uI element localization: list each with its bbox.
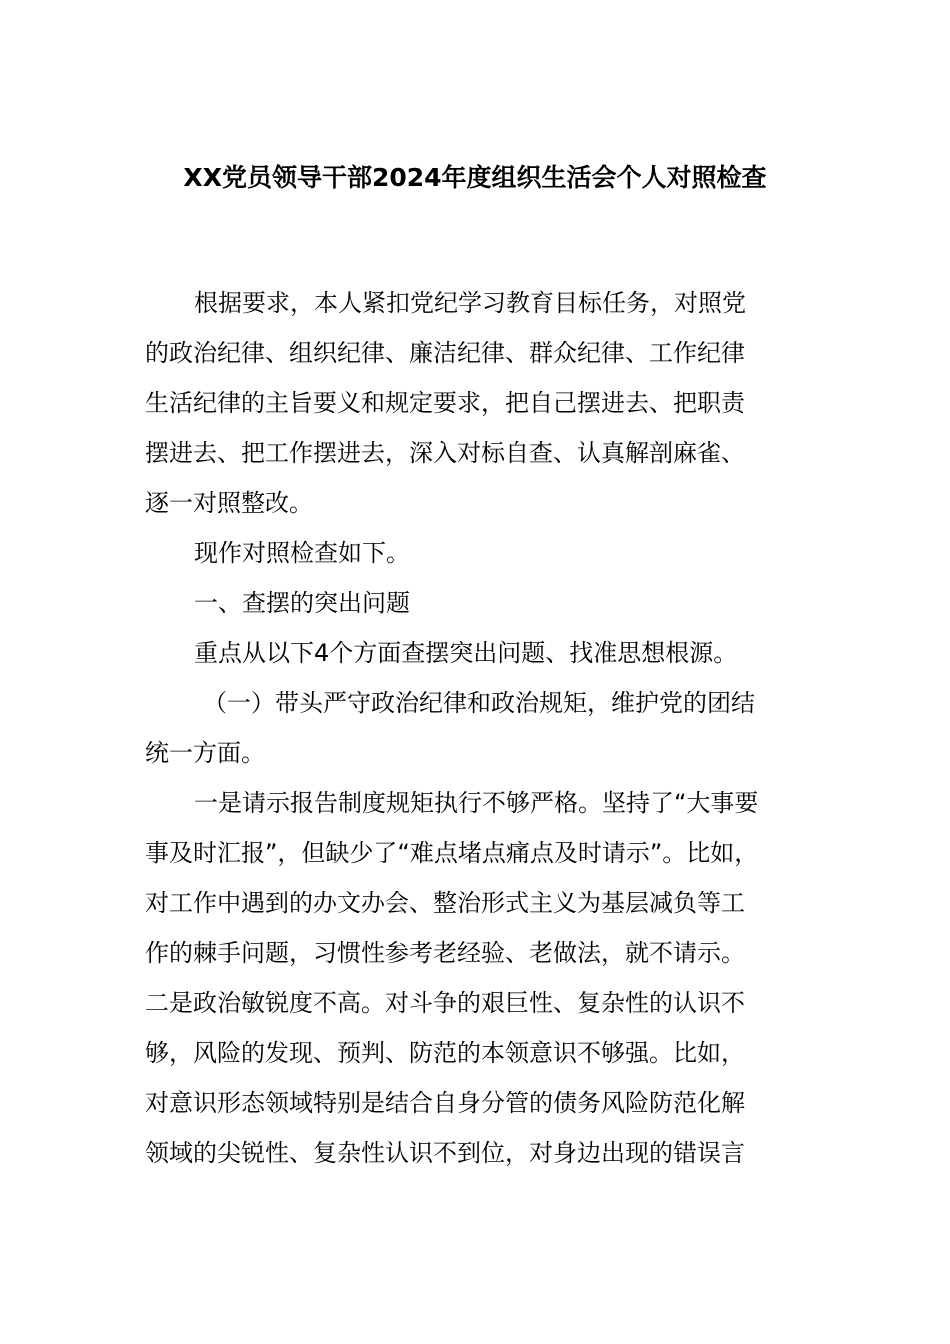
- paragraph-line: 的政治纪律、组织纪律、廉洁纪律、群众纪律、工作纪律: [145, 339, 745, 367]
- paragraph-line: 生活纪律的主旨要义和规定要求，把自己摆进去、把职责: [145, 389, 745, 417]
- subsection-heading: （一）带头严守政治纪律和政治规矩，维护党的团结: [203, 689, 755, 717]
- paragraph-line: 一是请示报告制度规矩执行不够严格。坚持了“大事要: [194, 789, 759, 817]
- paragraph-line: 事及时汇报”，但缺少了“难点堵点痛点及时请示”。比如，: [145, 839, 759, 867]
- paragraph-line: 二是政治敏锐度不高。对斗争的艰巨性、复杂性的认识不: [145, 989, 745, 1017]
- paragraph-line: 重点从以下4个方面查摆突出问题、找准思想根源。: [194, 639, 738, 667]
- paragraph-line: 现作对照检查如下。: [194, 539, 410, 567]
- paragraph-line: 够，风险的发现、预判、防范的本领意识不够强。比如，: [145, 1039, 745, 1067]
- section-heading: 一、查摆的突出问题: [194, 589, 410, 617]
- paragraph-line: 作的棘手问题，习惯性参考老经验、老做法，就不请示。: [145, 939, 745, 967]
- document-body: [145, 278, 805, 1178]
- paragraph-line: 对工作中遇到的办文办会、整治形式主义为基层减负等工: [145, 889, 745, 917]
- paragraph-line: 领域的尖锐性、复杂性认识不到位，对身边出现的错误言: [145, 1139, 745, 1167]
- subsection-heading-continued: 统一方面。: [145, 739, 265, 767]
- paragraph-line: 摆进去、把工作摆进去，深入对标自查、认真解剖麻雀、: [145, 439, 745, 467]
- document-title: XX党员领导干部2024年度组织生活会个人对照检查: [183, 163, 767, 192]
- paragraph-line: 逐一对照整改。: [145, 489, 313, 517]
- paragraph-line: 对意识形态领域特别是结合自身分管的债务风险防范化解: [145, 1089, 745, 1117]
- paragraph-line: 根据要求，本人紧扣党纪学习教育目标任务，对照党: [194, 289, 746, 317]
